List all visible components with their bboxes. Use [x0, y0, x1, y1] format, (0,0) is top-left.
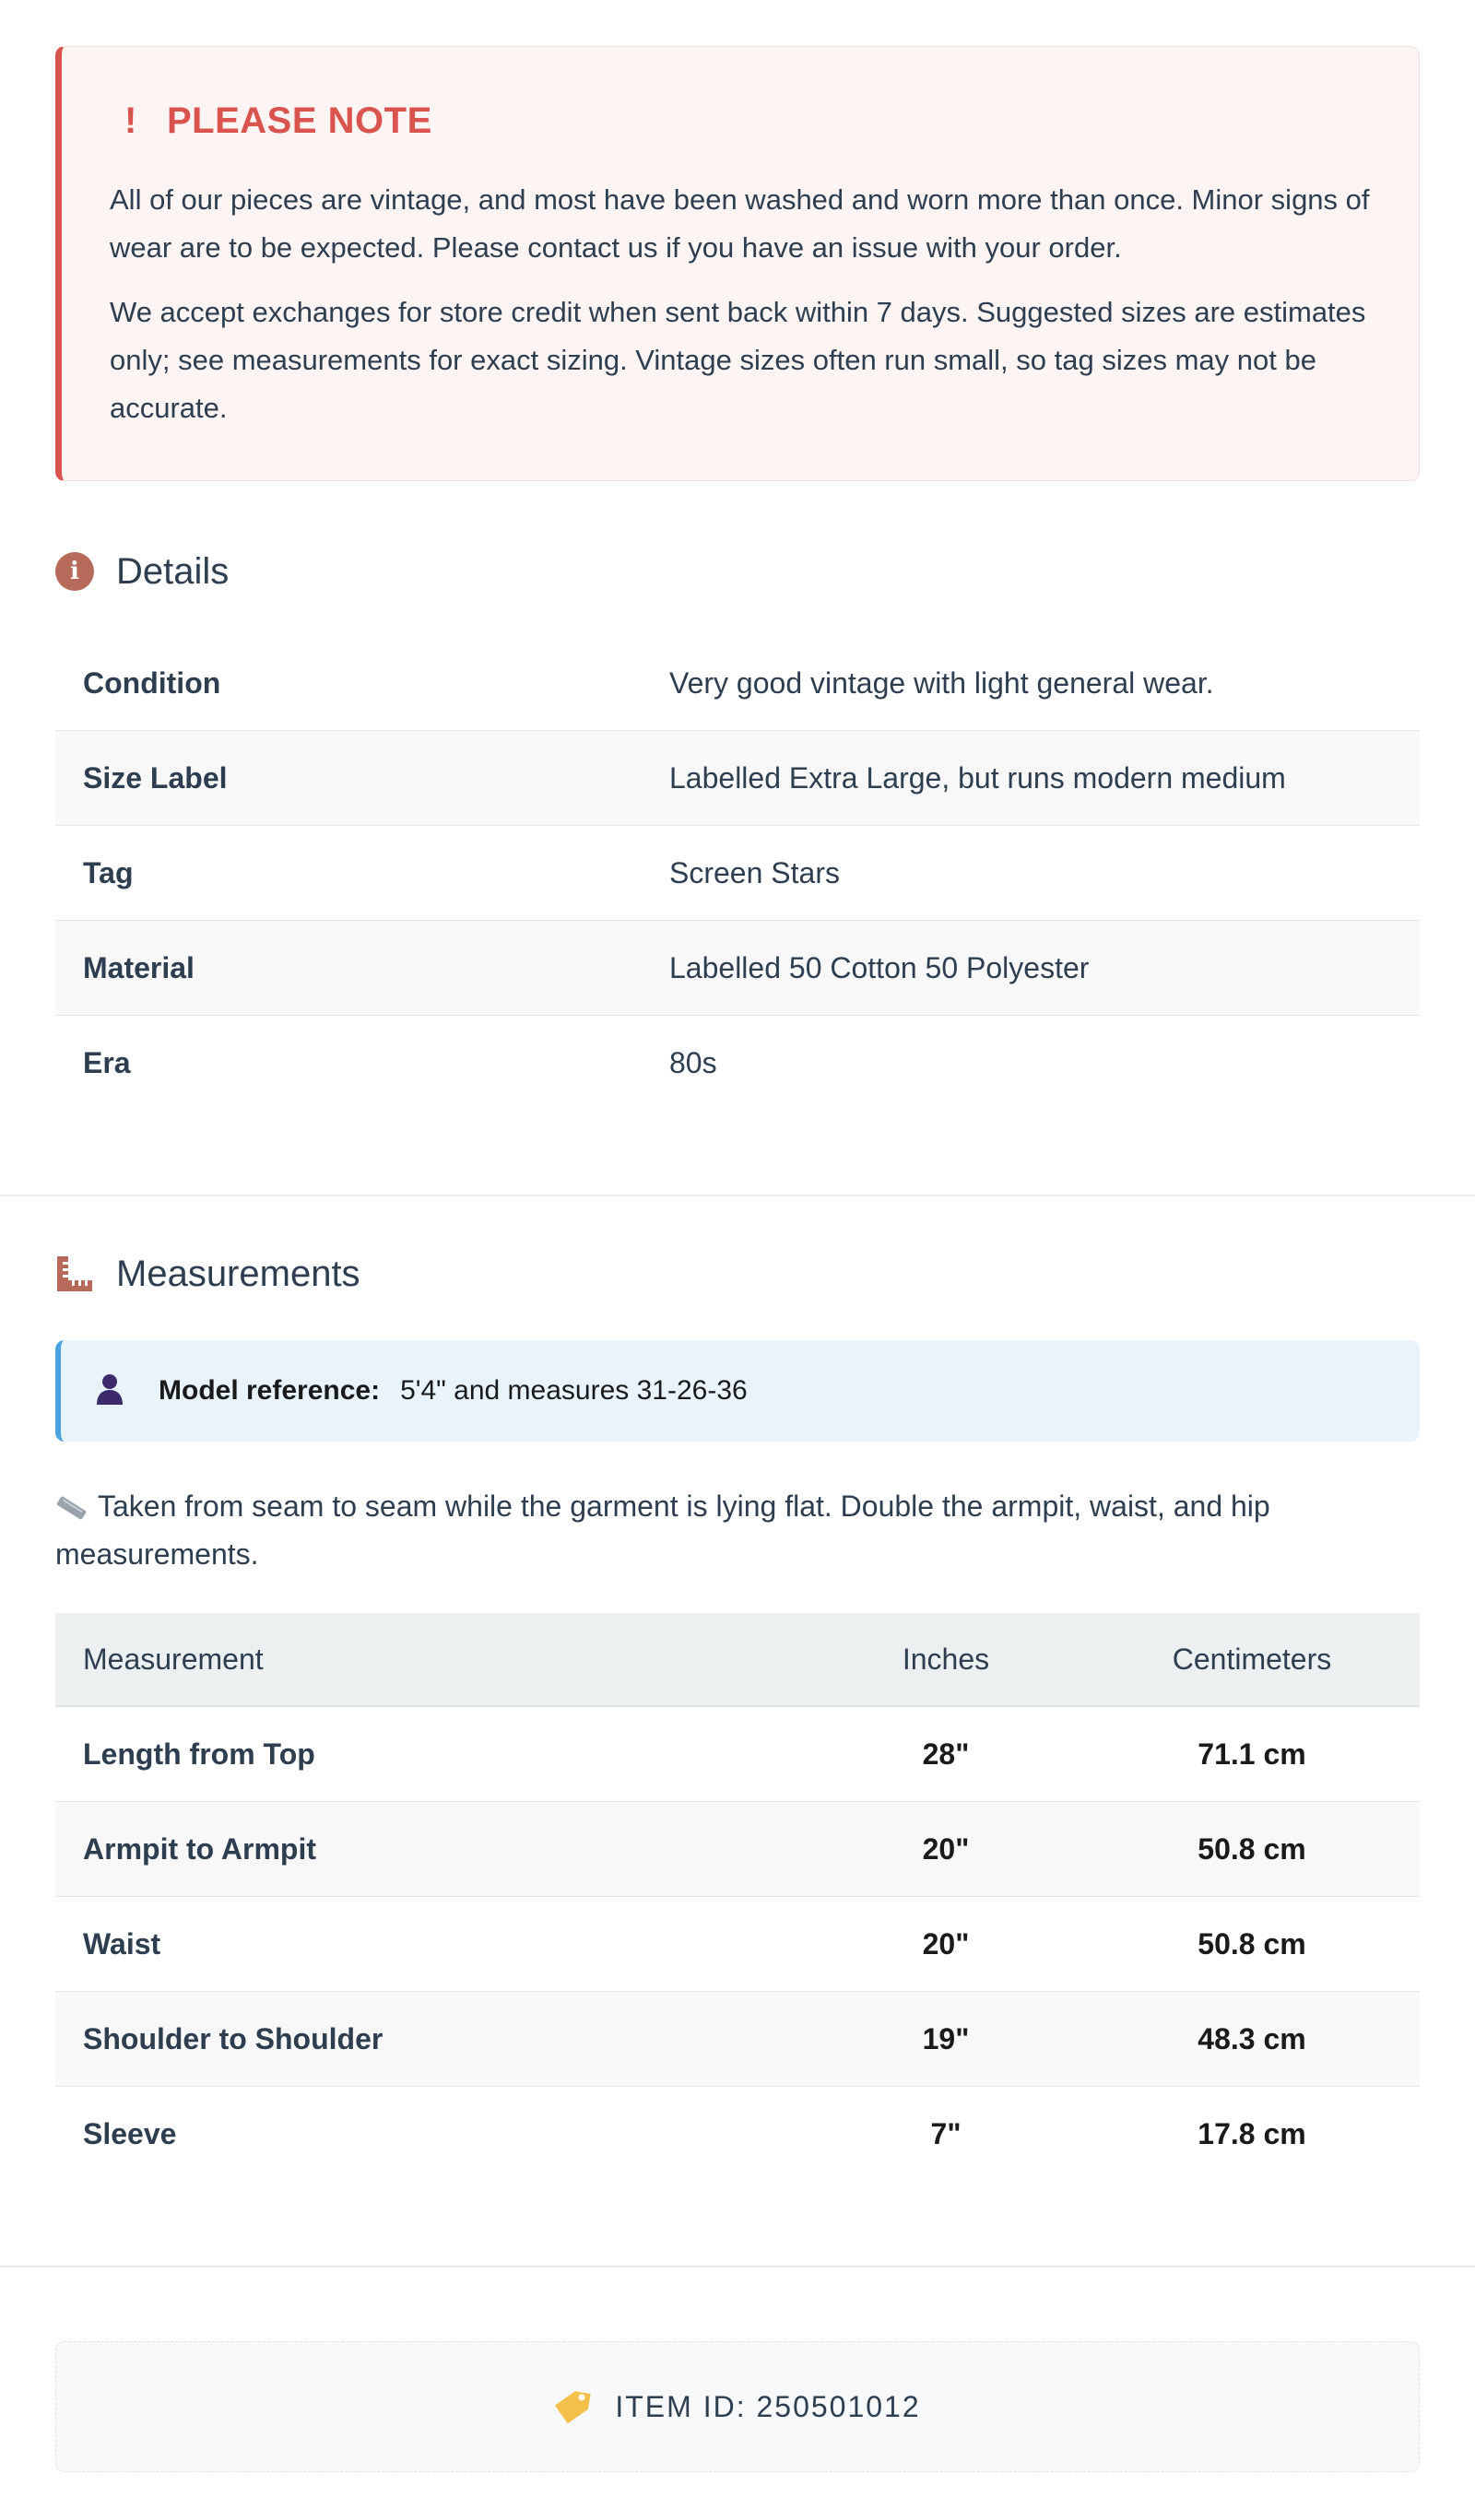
please-note-box — [55, 46, 1420, 481]
measurement-inches: 19" — [922, 2021, 970, 2055]
column-header-inches: Inches — [902, 1642, 990, 1676]
column-header-measurement: Measurement — [83, 1642, 264, 1676]
measurement-note — [55, 1482, 1420, 1578]
details-header — [55, 548, 229, 595]
details-label: Material — [83, 950, 195, 984]
item-id-text: ITEM ID: 250501012 — [615, 2389, 921, 2423]
details-title: Details — [116, 550, 230, 592]
model-reference-label: Model reference: — [159, 1375, 381, 1406]
details-row — [55, 731, 1420, 826]
info-icon: i — [55, 552, 94, 591]
measurement-inches: 20" — [922, 1831, 970, 1866]
details-row — [55, 1016, 1420, 1111]
details-table — [55, 636, 1420, 1111]
details-value: Screen Stars — [669, 855, 840, 889]
measurement-cm: 17.8 cm — [1198, 2117, 1306, 2150]
note-paragraph: We accept exchanges for store credit when sent back within 7 days. Suggested sizes are estimates only; see measurements for exact sizing. Vintage sizes often run small, so tag sizes may not be accurate. — [110, 296, 1366, 424]
exclamation-icon: ! — [124, 100, 137, 141]
column-header-centimeters: Centimeters — [1172, 1642, 1332, 1676]
note-title: PLEASE NOTE — [167, 100, 432, 141]
details-value: Labelled 50 Cotton 50 Polyester — [669, 950, 1090, 984]
details-label: Tag — [83, 855, 134, 889]
table-row — [55, 1707, 1420, 1802]
details-label: Era — [83, 1046, 131, 1079]
measurement-name: Sleeve — [83, 2117, 177, 2150]
table-header-row — [55, 1613, 1420, 1707]
details-row — [55, 826, 1420, 921]
details-row — [55, 636, 1420, 731]
measurement-name: Armpit to Armpit — [83, 1831, 317, 1866]
measurement-name: Length from Top — [83, 1737, 315, 1771]
section-divider — [0, 2266, 1475, 2267]
table-row — [55, 1897, 1420, 1992]
note-paragraph: All of our pieces are vintage, and most have been washed and worn more than once. Minor signs of wear are to be expected. Please contact us if you have an issue with your order. — [110, 183, 1370, 264]
item-id-box — [55, 2341, 1420, 2472]
table-row — [55, 1992, 1420, 2087]
measurement-name: Shoulder to Shoulder — [83, 2021, 384, 2055]
measurement-inches: 20" — [922, 1926, 970, 1961]
table-row — [55, 2087, 1420, 2182]
measurement-inches: 28" — [922, 1737, 970, 1771]
ruler-pencil-icon — [55, 1486, 87, 1512]
measurement-note-text: Taken from seam to seam while the garment is lying flat. Double the armpit, waist, and hip measurements. — [55, 1490, 1270, 1571]
measurement-cm: 48.3 cm — [1198, 2021, 1306, 2055]
details-label: Condition — [83, 665, 221, 700]
details-value: Labelled Extra Large, but runs modern medium — [669, 760, 1286, 795]
note-header — [110, 102, 1371, 139]
details-label: Size Label — [83, 760, 228, 795]
person-icon — [94, 1372, 125, 1410]
measurements-table — [55, 1613, 1420, 2182]
details-row — [55, 921, 1420, 1016]
measurement-cm: 71.1 cm — [1198, 1737, 1306, 1771]
tag-icon — [554, 2388, 591, 2425]
model-reference-value: 5'4" and measures 31-26-36 — [400, 1375, 748, 1406]
measurement-name: Waist — [83, 1926, 161, 1961]
details-value: Very good vintage with light general wear. — [669, 665, 1214, 700]
measurement-inches: 7" — [930, 2117, 962, 2150]
measurements-header — [55, 1251, 360, 1297]
model-reference-box — [55, 1340, 1420, 1442]
measurements-title: Measurements — [116, 1253, 360, 1294]
measurement-cm: 50.8 cm — [1198, 1926, 1306, 1961]
details-value: 80s — [669, 1046, 717, 1079]
section-divider — [0, 1195, 1475, 1196]
table-row — [55, 1802, 1420, 1897]
measurement-cm: 50.8 cm — [1198, 1831, 1306, 1866]
ruler-icon — [55, 1254, 94, 1293]
